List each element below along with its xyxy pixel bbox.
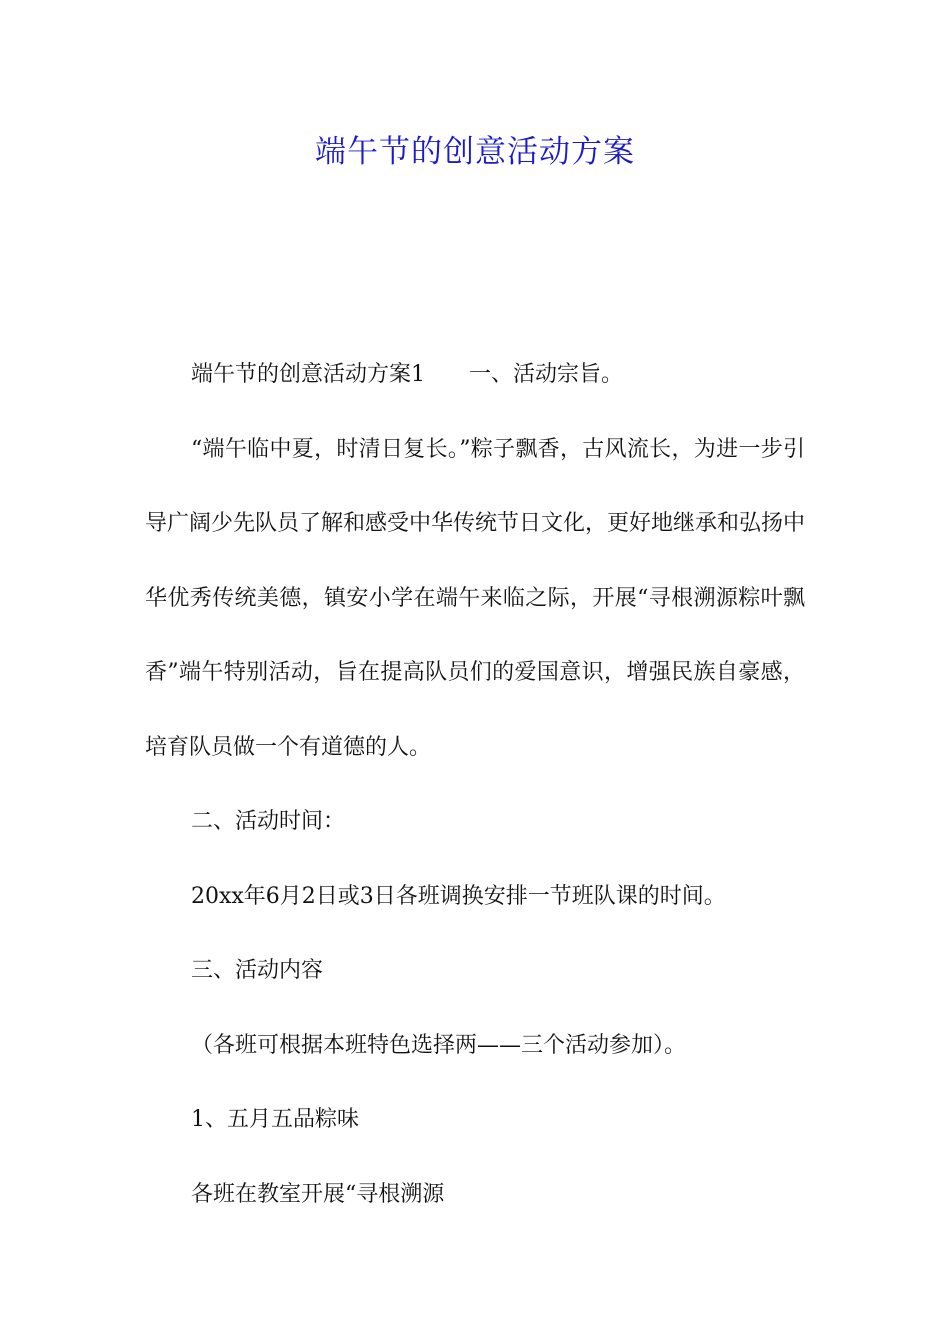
time-paragraph: 20xx年6月2日或3日各班调换安排一节班队课的时间。 xyxy=(191,883,726,909)
intro-line xyxy=(145,338,805,413)
activity1-paragraph: 各班在教室开展“寻根溯源 xyxy=(191,1181,445,1207)
content-note: （各班可根据本班特色选择两——三个活动参加）。 xyxy=(191,1032,687,1058)
document-title: 端午节的创意活动方案 xyxy=(315,134,635,170)
intro-heading: 端午节的创意活动方案1 xyxy=(191,362,425,387)
section2-heading: 二、活动时间： xyxy=(191,809,346,834)
section3-heading: 三、活动内容 xyxy=(191,958,324,983)
activity1-heading: 1、五月五品粽味 xyxy=(191,1107,359,1132)
document-body xyxy=(145,338,805,1232)
section1-heading: 一、活动宗旨。 xyxy=(469,362,624,387)
purpose-paragraph: “端午临中夏，时清日复长。”粽子飘香，古风流长，为进一步引导广阔少先队员了解和感受中华传统节日文化，更好地继承和弘扬中华优秀传统美德，镇安小学在端午来临之际，开展“寻根溯源粽叶飘香”端午特别活动，旨在提高队员们的爱国意识，增强民族自豪感，培育队员做一个有道德的人。 xyxy=(145,436,806,760)
